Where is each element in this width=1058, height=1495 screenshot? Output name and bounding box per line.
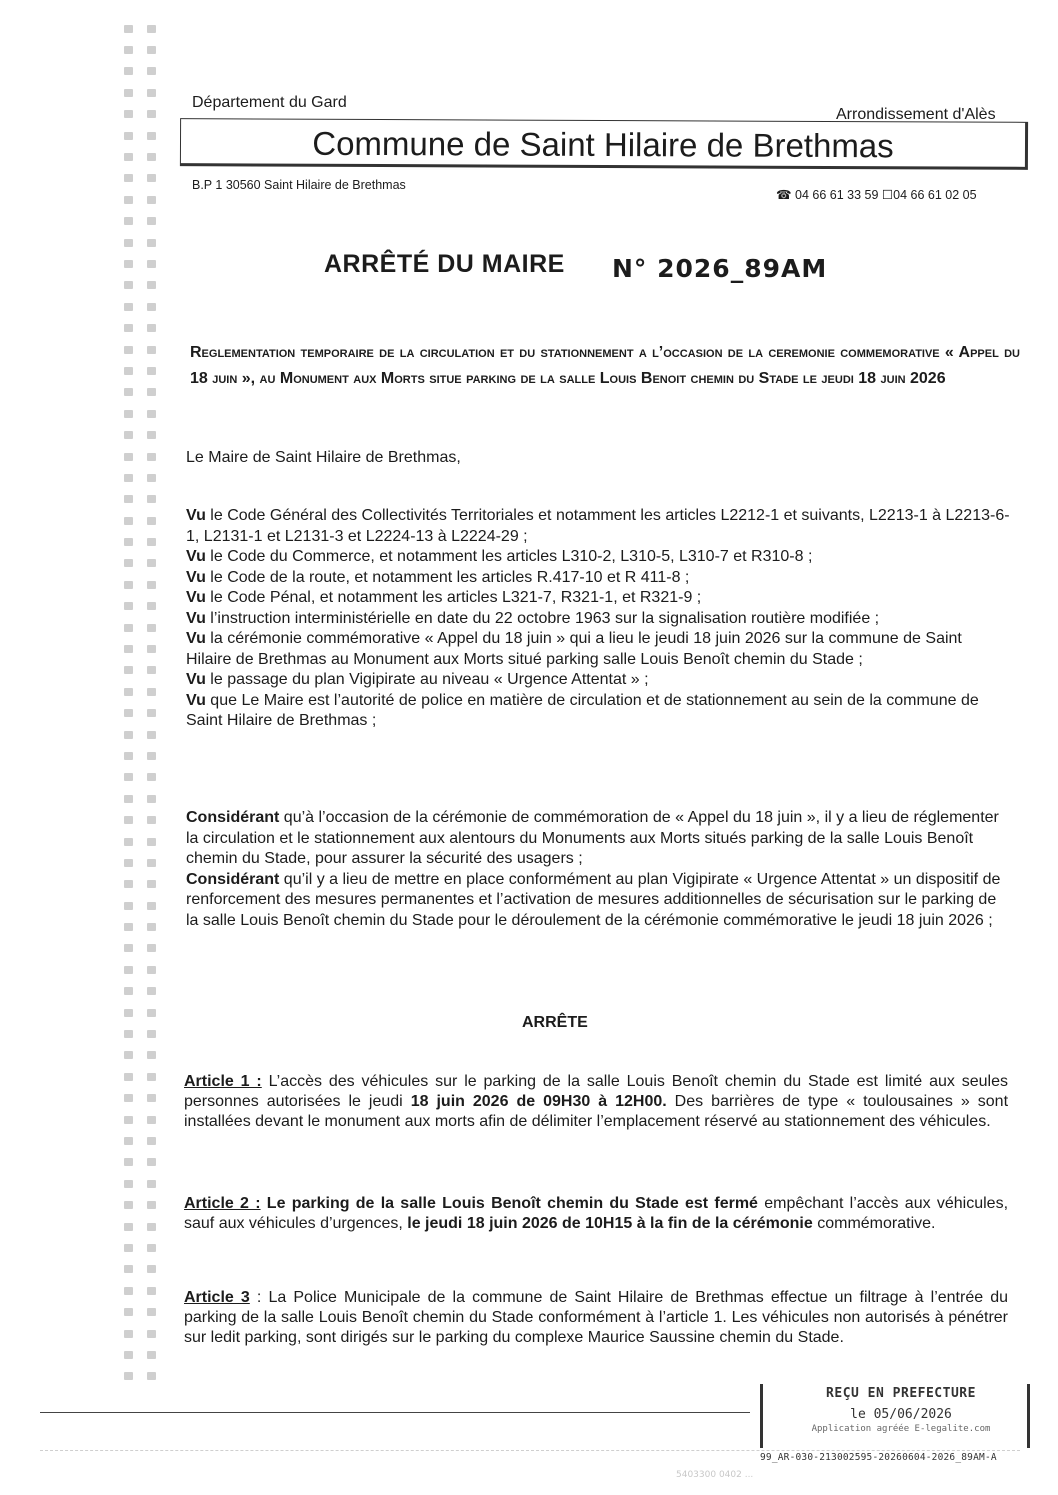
- article-1: [184, 1072, 1008, 1132]
- considerant-text: qu’il y a lieu de mettre en place conformément au plan Vigipirate « Urgence Attentat » un dispositif de renforcement des mesures permanentes et l’activation de mesures additionnelles de sécurisation sur le parking de la salle Louis Benoît chemin du Stade pour le déroulement de la cérémonie commémorative le jeudi 18 juin 2026 ;: [186, 870, 1001, 929]
- vu-text: le Code Pénal, et notamment les articles L321-7, R321-1, et R321-9 ;: [205, 589, 702, 606]
- binder-dot-row: [124, 61, 174, 82]
- binder-dot-row: [124, 809, 174, 830]
- stamp-agree: Application agréée E-legalite.com: [811, 1424, 991, 1434]
- binder-dot-row: [124, 724, 174, 745]
- binder-dot-row: [124, 767, 174, 788]
- footer-rule: [40, 1412, 750, 1413]
- vu-text: le Code du Commerce, et notamment les articles L310-2, L310-5, L310-7 et R310-8 ;: [205, 548, 813, 565]
- binder-dot-row: [124, 360, 174, 381]
- vu-lead: Vu: [186, 609, 206, 627]
- binder-dot-row: [124, 253, 174, 274]
- commune-title: Commune de Saint Hilaire de Brethmas: [180, 118, 1028, 170]
- binder-dot-row: [124, 1152, 174, 1173]
- binder-dot-row: [124, 82, 174, 103]
- vu-item: [186, 506, 1010, 547]
- binder-dot-row: [124, 424, 174, 445]
- article-2-bold: Le parking de la salle Louis Benoît chemin du Stade est fermé: [260, 1195, 758, 1212]
- binder-dot-row: [124, 339, 174, 360]
- binder-dot-row: [124, 788, 174, 809]
- binder-dot-row: [124, 467, 174, 488]
- vu-item: [186, 629, 1010, 670]
- vu-lead: Vu: [186, 691, 206, 709]
- stamp-frame: [760, 1384, 1030, 1448]
- stamp-id: 99_AR-030-213002595-20260604-2026_89AM-A: [760, 1452, 997, 1463]
- binder-dot-row: [124, 681, 174, 702]
- binder-dot-row: [124, 1280, 174, 1301]
- article-1-bold: 18 juin 2026 de 09H30 à 12H00.: [410, 1093, 667, 1110]
- article-1-label: Article 1 :: [184, 1073, 262, 1090]
- considerant-lead: Considérant: [186, 870, 280, 888]
- binder-hole-marks: [124, 18, 174, 1418]
- binder-dot-row: [124, 446, 174, 467]
- binder-dot-row: [124, 831, 174, 852]
- binder-dot-row: [124, 296, 174, 317]
- binder-dot-row: [124, 1344, 174, 1365]
- binder-dot-row: [124, 1237, 174, 1258]
- footer-dashed-rule: [40, 1450, 1020, 1451]
- vu-lead: Vu: [186, 507, 206, 524]
- binder-dot-row: [124, 852, 174, 873]
- article-3: [184, 1288, 1008, 1348]
- article-2-text-2: commémorative.: [812, 1215, 936, 1232]
- binder-dot-row: [124, 874, 174, 895]
- article-2-label: Article 2 :: [184, 1195, 261, 1212]
- vu-item: [186, 691, 1010, 732]
- article-1-text: L’accès des véhicules sur le parking de la salle Louis Benoît chemin du Stade est limité aux seules personnes autorisées le jeudi: [184, 1073, 1008, 1110]
- department-label: Département du Gard: [192, 94, 347, 111]
- binder-dot-row: [124, 1216, 174, 1237]
- prefecture-stamp: [760, 1384, 1030, 1463]
- binder-dot-row: [124, 617, 174, 638]
- vu-item: [186, 547, 1010, 568]
- vu-lead: Vu: [186, 671, 206, 688]
- binder-dot-row: [124, 1301, 174, 1322]
- binder-dot-row: [124, 596, 174, 617]
- binder-dot-row: [124, 1259, 174, 1280]
- vu-text: la cérémonie commémorative « Appel du 18 juin » qui a lieu le jeudi 18 juin 2026 sur la commune de Saint Hilaire de Brethmas au Monument aux Morts situé parking salle Louis Benoît chemin du Stade ;: [186, 630, 962, 668]
- binder-dot-row: [124, 317, 174, 338]
- considerant-list: [186, 808, 1010, 931]
- article-2: [184, 1194, 1008, 1234]
- vu-text: le passage du plan Vigipirate au niveau « Urgence Attentat » ;: [205, 671, 649, 688]
- article-3-text: : La Police Municipale de la commune de Saint Hilaire de Brethmas effectue un filtrage à l’entrée du parking de la salle Louis Benoît chemin du Stade conformément à l’article 1. Les véhicules non autorisés à pénétrer sur ledit parking, sont dirigés sur le parking du complexe Maurice Saussine chemin du Stade.: [184, 1289, 1009, 1346]
- binder-dot-row: [124, 1002, 174, 1023]
- vu-text: l’instruction interministérielle en date du 22 octobre 1963 sur la signalisation routière modifiée ;: [205, 609, 880, 627]
- binder-dot-row: [124, 703, 174, 724]
- vu-lead: Vu: [186, 548, 206, 565]
- arrete-subject: Reglementation temporaire de la circulation et du stationnement a l’occasion de la ceremonie commemorative « Appel du 18 juin », au Monument aux Morts situe parking de la salle Louis Benoit chemin du Stade le jeudi 18 juin 2026: [190, 344, 1020, 387]
- considerant-text: qu’à l’occasion de la cérémonie de commémoration de « Appel du 18 juin », il y a lieu de réglementer la circulation et le stationnement aux alentours du Monuments aux Morts situés parking de la salle Louis Benoît chemin du Stade, pour assurer la sécurité des usagers ;: [186, 809, 999, 867]
- binder-dot-row: [124, 146, 174, 167]
- binder-dot-row: [124, 1066, 174, 1087]
- considerant-item: [186, 870, 1010, 932]
- binder-dot-row: [124, 574, 174, 595]
- intro-line: Le Maire de Saint Hilaire de Brethmas,: [186, 449, 461, 466]
- stamp-date: le 05/06/2026: [850, 1407, 952, 1422]
- binder-dot-row: [124, 638, 174, 659]
- binder-dot-row: [124, 745, 174, 766]
- binder-dot-row: [124, 489, 174, 510]
- binder-dot-row: [124, 1088, 174, 1109]
- vu-lead: Vu: [186, 589, 206, 606]
- binder-dot-row: [124, 232, 174, 253]
- vu-text: le Code de la route, et notamment les articles R.417-10 et R 411-8 ;: [205, 568, 690, 586]
- binder-dot-row: [124, 189, 174, 210]
- footer-faint-text: 5403300 0402 ...: [676, 1470, 754, 1480]
- binder-dot-row: [124, 938, 174, 959]
- binder-dot-row: [124, 275, 174, 296]
- vu-lead: Vu: [186, 568, 206, 586]
- arrete-number: N° 2026_89AM: [612, 254, 828, 283]
- binder-dot-row: [124, 1173, 174, 1194]
- article-2-bold-2: le jeudi 18 juin 2026 de 10H15 à la fin de la cérémonie: [407, 1215, 813, 1232]
- vu-text: que Le Maire est l’autorité de police en matière de circulation et de stationnement au sein de la commune de Saint Hilaire de Brethmas ;: [186, 691, 979, 729]
- article-3-label: Article 3: [184, 1289, 250, 1306]
- article-1-text-2: Des barrières de type « toulousaines » sont installées devant le monument aux morts afin de délimiter l’emplacement réservé au stationnement des véhicules.: [184, 1093, 1009, 1130]
- binder-dot-row: [124, 211, 174, 232]
- binder-dot-row: [124, 510, 174, 531]
- binder-dot-row: [124, 403, 174, 424]
- binder-dot-row: [124, 1194, 174, 1215]
- binder-dot-row: [124, 981, 174, 1002]
- binder-dot-row: [124, 125, 174, 146]
- binder-dot-row: [124, 531, 174, 552]
- arrete-heading: ARRÊTE: [522, 1014, 588, 1031]
- postal-address: B.P 1 30560 Saint Hilaire de Brethmas: [192, 178, 406, 192]
- arrondissement-label: Arrondissement d'Alès: [836, 106, 996, 123]
- binder-dot-row: [124, 553, 174, 574]
- binder-dot-row: [124, 39, 174, 60]
- binder-dot-row: [124, 1366, 174, 1387]
- binder-dot-row: [124, 1109, 174, 1130]
- binder-dot-row: [124, 1323, 174, 1344]
- considerant-item: [186, 808, 1010, 870]
- vu-item: [186, 670, 1010, 691]
- vu-list: [186, 506, 1010, 732]
- vu-item: [186, 568, 1010, 589]
- binder-dot-row: [124, 660, 174, 681]
- binder-dot-row: [124, 18, 174, 39]
- binder-dot-row: [124, 1130, 174, 1151]
- vu-text: le Code Général des Collectivités Territoriales et notamment les articles L2212-1 et suivants, L2213-1 à L2213-6-1, L2131-1 et L2131-3 et L2224-13 à L2224-29 ;: [186, 507, 1010, 545]
- vu-item: [186, 588, 1010, 609]
- arrete-title: ARRÊTÉ DU MAIRE: [324, 250, 565, 278]
- binder-dot-row: [124, 916, 174, 937]
- binder-dot-row: [124, 895, 174, 916]
- phone-fax: ☎ 04 66 61 33 59 ☐04 66 61 02 05: [776, 188, 977, 202]
- binder-dot-row: [124, 104, 174, 125]
- stamp-title: REÇU EN PREFECTURE: [826, 1386, 976, 1401]
- vu-lead: Vu: [186, 630, 206, 647]
- vu-item: [186, 609, 1010, 630]
- considerant-lead: Considérant: [186, 809, 280, 826]
- binder-dot-row: [124, 1023, 174, 1044]
- binder-dot-row: [124, 1045, 174, 1066]
- binder-dot-row: [124, 382, 174, 403]
- binder-dot-row: [124, 959, 174, 980]
- binder-dot-row: [124, 168, 174, 189]
- article-2-text: empêchant l’accès aux véhicules, sauf aux véhicules d’urgences,: [184, 1195, 1009, 1232]
